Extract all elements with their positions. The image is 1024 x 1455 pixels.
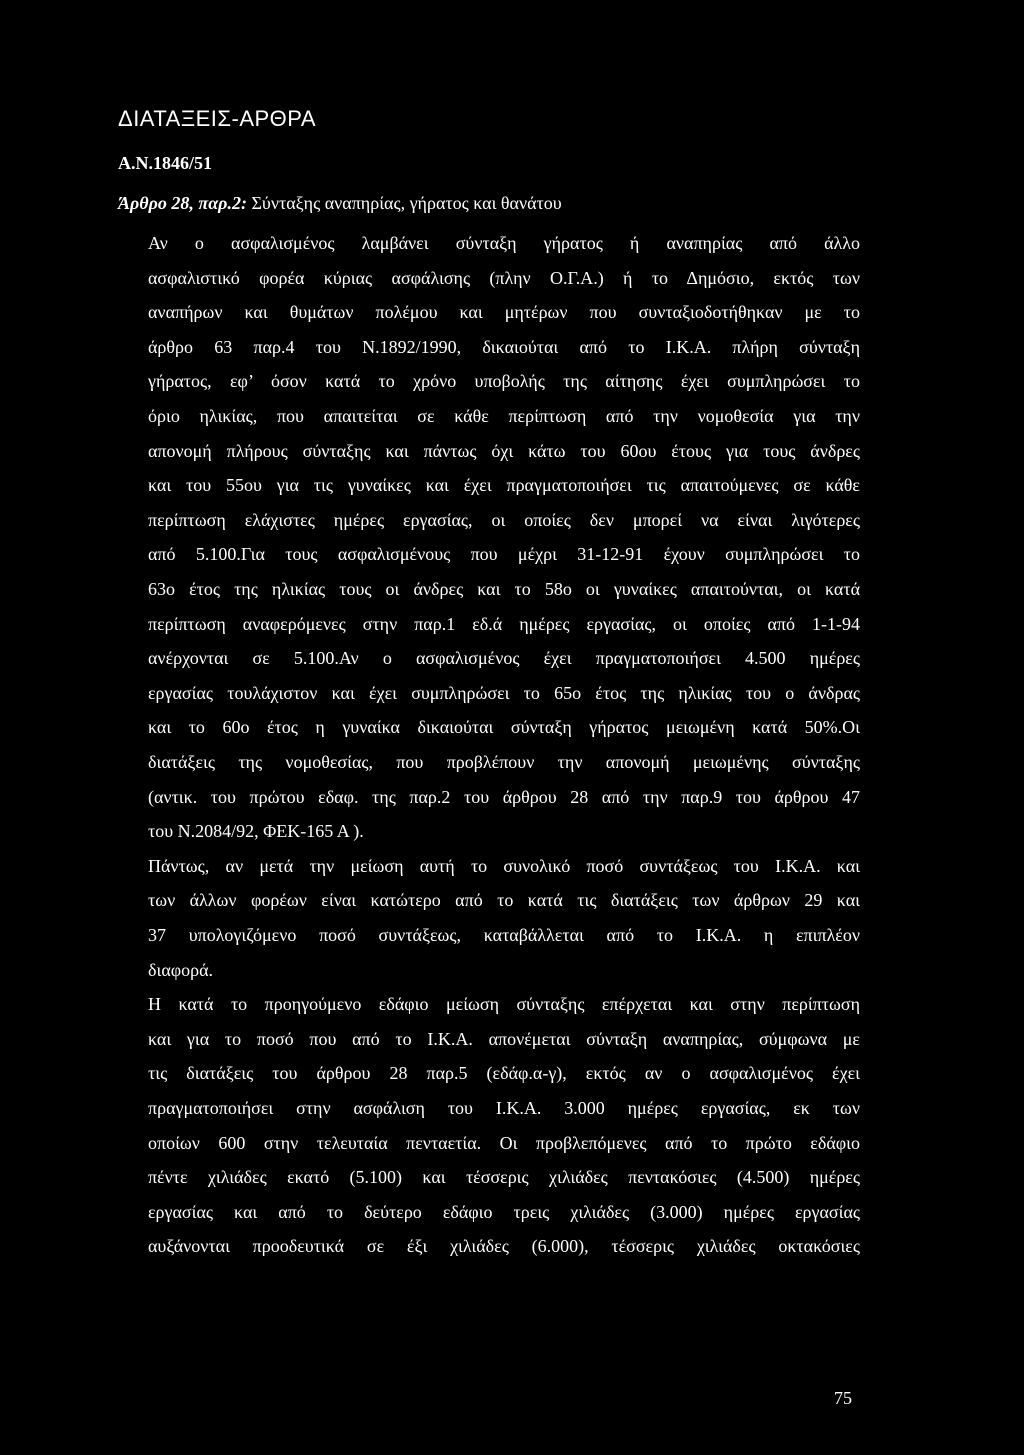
text-line: περίπτωση αναφερόμενες στην παρ.1 εδ.ά ημέρες εργασίας, οι οποίες από 1-1-94 bbox=[148, 613, 860, 634]
text-line: άρθρο 63 παρ.4 του Ν.1892/1990, δικαιούται από το Ι.Κ.Α. πλήρη σύνταξη bbox=[148, 336, 860, 357]
text-line: 63ο έτος της ηλικίας τους οι άνδρες και το 58ο οι γυναίκες απαιτούνται, οι κατά bbox=[148, 579, 860, 599]
text-line: και του 55ου για τις γυναίκες και έχει πραγματοποιήσει τις απαιτούμενες σε κάθε bbox=[148, 475, 860, 496]
text-line: απονομή πλήρους σύνταξης και πάντως όχι κάτω του 60ου έτους για τους άνδρες bbox=[148, 440, 860, 461]
text-line: αυξάνονται προοδευτικά σε έξι χιλιάδες (6.000), τέσσερις χιλιάδες οκτακόσιες bbox=[148, 1236, 860, 1257]
text-line: διαφορά. bbox=[148, 959, 214, 980]
text-line: περίπτωση ελάχιστες ημέρες εργασίας, οι οποίες δεν μπορεί να είναι λιγότερες bbox=[148, 509, 860, 530]
article-title: Σύνταξης αναπηρίας, γήρατος και θανάτου bbox=[246, 193, 562, 213]
page-number: 75 bbox=[834, 1388, 852, 1408]
text-line: όριο ηλικίας, που απαιτείται σε κάθε περίπτωση από την νομοθεσία για την bbox=[148, 406, 860, 426]
section-heading: ΔΙΑΤΑΞΕΙΣ-ΑΡΘΡΑ bbox=[118, 106, 317, 131]
text-line: τις διατάξεις του άρθρου 28 παρ.5 (εδάφ.α-γ), εκτός αν ο ασφαλισμένος έχει bbox=[148, 1063, 860, 1084]
text-line: και για το ποσό που από το Ι.Κ.Α. απονέμεται σύνταξη αναπηρίας, σύμφωνα με bbox=[148, 1028, 860, 1049]
text-line: γήρατος, εφ’ όσον κατά το χρόνο υποβολής της αίτησης έχει συμπληρώσει το bbox=[148, 371, 860, 392]
text-line: από 5.100.Για τους ασφαλισμένους που μέχρι 31-12-91 έχουν συμπληρώσει το bbox=[148, 544, 860, 565]
text-line: (αντικ. του πρώτου εδαφ. της παρ.2 του άρθρου 28 από την παρ.9 του άρθρου 47 bbox=[148, 786, 860, 807]
text-line: Η κατά το προηγούμενο εδάφιο μείωση σύνταξης επέρχεται και στην περίπτωση bbox=[148, 994, 860, 1015]
text-line: πέντε χιλιάδες εκατό (5.100) και τέσσερις χιλιάδες πεντακόσιες (4.500) ημέρες bbox=[148, 1167, 860, 1188]
text-line: διατάξεις της νομοθεσίας, που προβλέπουν την απονομή μειωμένης σύνταξης bbox=[148, 752, 860, 772]
text-line: του Ν.2084/92, ΦΕΚ-165 Α ). bbox=[148, 821, 364, 842]
text-line: εργασίας τουλάχιστον και έχει συμπληρώσει το 65ο έτος της ηλικίας του ο άνδρας bbox=[148, 682, 860, 703]
text-line: οποίων 600 στην τελευταία πενταετία. Οι προβλεπόμενες από το πρώτο εδάφιο bbox=[148, 1132, 860, 1153]
text-line: Πάντως, αν μετά την μείωση αυτή το συνολικό ποσό συντάξεως του Ι.Κ.Α. και bbox=[148, 855, 860, 876]
text-line: πραγματοποιήσει στην ασφάλιση του Ι.Κ.Α. 3.000 ημέρες εργασίας, εκ των bbox=[148, 1098, 860, 1118]
article-heading bbox=[118, 193, 562, 214]
text-line: και το 60ο έτος η γυναίκα δικαιούται σύνταξη γήρατος μειωμένη κατά 50%.Οι bbox=[148, 717, 860, 738]
law-reference: Α.Ν.1846/51 bbox=[118, 153, 212, 173]
text-line: αναπήρων και θυμάτων πολέμου και μητέρων που συνταξιοδοτήθηκαν με το bbox=[148, 302, 860, 323]
article-reference: Άρθρο 28, παρ.2: bbox=[118, 193, 247, 213]
text-line: Αν ο ασφαλισμένος λαμβάνει σύνταξη γήρατος ή αναπηρίας από άλλο bbox=[148, 233, 860, 253]
text-line: των άλλων φορέων είναι κατώτερο από το κατά τις διατάξεις των άρθρων 29 και bbox=[148, 890, 860, 911]
text-line: εργασίας και από το δεύτερο εδάφιο τρεις χιλιάδες (3.000) ημέρες εργασίας bbox=[148, 1201, 860, 1222]
text-line: ανέρχονται σε 5.100.Αν ο ασφαλισμένος έχει πραγματοποιήσει 4.500 ημέρες bbox=[148, 648, 860, 669]
text-line: ασφαλιστικό φορέα κύριας ασφάλισης (πλην Ο.Γ.Α.) ή το Δημόσιο, εκτός των bbox=[148, 267, 860, 288]
text-line: 37 υπολογιζόμενο ποσό συντάξεως, καταβάλλεται από το Ι.Κ.Α. η επιπλέον bbox=[148, 925, 860, 945]
